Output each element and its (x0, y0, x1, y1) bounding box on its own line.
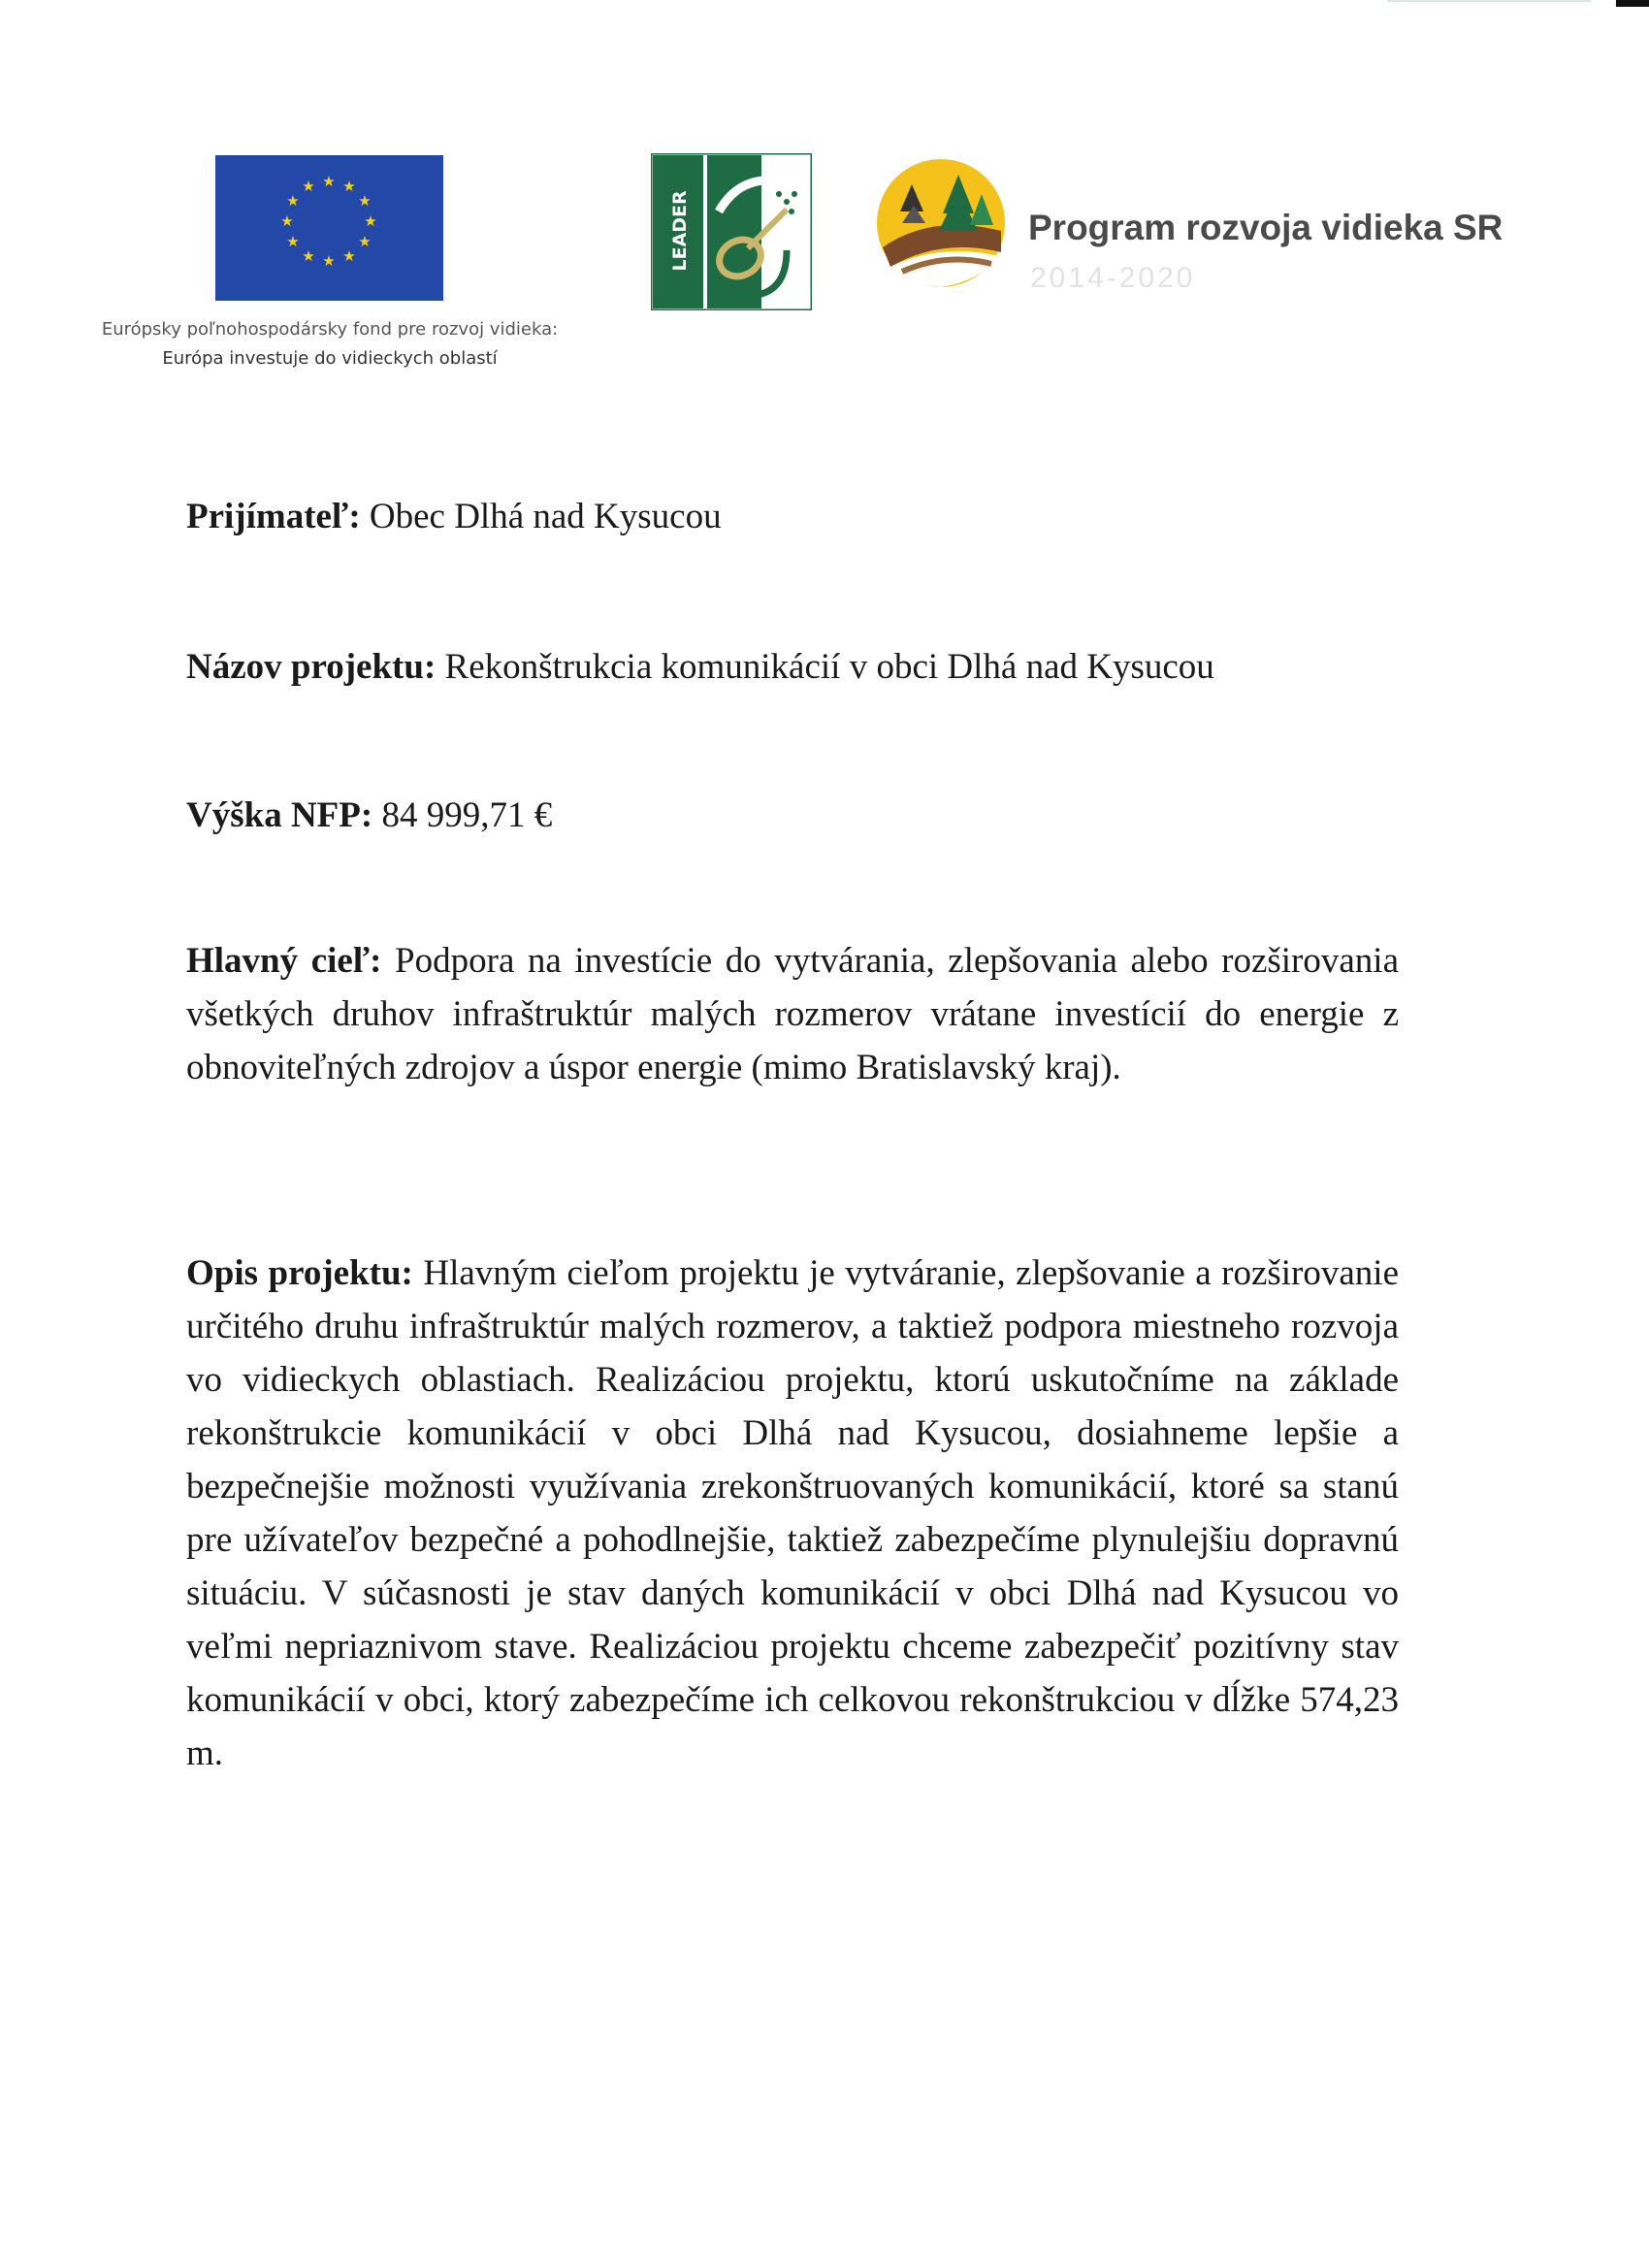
eu-stars-icon (215, 155, 443, 301)
scan-corner-mark (1616, 0, 1649, 7)
description-value: Hlavným cieľom projektu je vytváranie, zlepšovanie a rozširovanie určitého druhu infraštruktúr malých rozmerov, a taktiež podpora miestneho rozvoja vo vidieckych oblastiach. Realizáciou projektu, ktorú uskutočníme na základe rekonštrukcie komunikácií v obci Dlhá nad Kysucou, dosiahneme lepšie a bezpečnejšie možnosti využívania zrekonštruovaných komunikácií, ktoré sa stanú pre užívateľov bezpečné a pohodlnejšie, taktiež zabezpečíme plynulejšiu dopravnú situáciu. V súčasnosti je stav daných komunikácií v obci Dlhá nad Kysucou vo veľmi nepriaznivom stave. Realizáciou projektu chceme zabezpečiť pozitívny stav komunikácií v obci, ktorý zabezpečíme ich celkovou rekonštrukciou v dĺžke 574,23 m. (186, 1253, 1400, 1773)
project-name-label: Názov projektu: (186, 647, 436, 687)
svg-text:★: ★ (302, 247, 315, 265)
leader-logo (651, 153, 812, 310)
description-label: Opis projektu: (186, 1253, 413, 1293)
svg-text:★: ★ (322, 252, 336, 270)
svg-text:★: ★ (358, 233, 372, 250)
svg-text:★: ★ (342, 247, 356, 265)
main-goal-label: Hlavný cieľ: (186, 941, 382, 981)
svg-text:★: ★ (286, 233, 300, 250)
svg-text:★: ★ (342, 178, 356, 195)
main-goal-value: Podpora na investície do vytvárania, zlepšovania alebo rozširovania všetkých druhov infraštruktúr malých rozmerov vrátane investícií do energie z obnoviteľných zdrojov a úspor energie (mimo Bratislavský kraj). (186, 941, 1399, 1087)
amount-field (186, 789, 1399, 842)
eu-caption (39, 315, 621, 373)
svg-text:★: ★ (358, 192, 372, 210)
svg-text:★: ★ (280, 212, 294, 230)
recipient-label: Prijímateľ: (186, 497, 361, 536)
eu-caption-line2: Európa investuje do vidieckych oblastí (162, 348, 498, 369)
svg-text:★: ★ (286, 192, 300, 210)
program-years: 2014-2020 (1030, 262, 1196, 294)
amount-label: Výška NFP: (186, 795, 373, 835)
leader-text: LEADER (669, 190, 691, 272)
prv-logo (873, 155, 1009, 291)
program-title: Program rozvoja vidieka SR (1028, 208, 1504, 247)
eu-flag-logo (215, 155, 443, 301)
scan-edge-line (1387, 0, 1591, 2)
amount-value: 84 999,71 € (381, 795, 553, 835)
eu-caption-line1: Európsky poľnohospodársky fond pre rozvoj vidieka: (101, 319, 559, 340)
svg-text:★: ★ (322, 173, 336, 190)
project-name-value: Rekonštrukcia komunikácií v obci Dlhá nad Kysucou (444, 647, 1214, 687)
main-goal-field (186, 934, 1399, 1094)
description-field (186, 1247, 1399, 1780)
recipient-field (186, 490, 1399, 543)
recipient-value: Obec Dlhá nad Kysucou (369, 497, 722, 536)
svg-text:★: ★ (364, 212, 377, 230)
svg-text:★: ★ (302, 178, 315, 195)
project-name-field (186, 640, 1399, 694)
